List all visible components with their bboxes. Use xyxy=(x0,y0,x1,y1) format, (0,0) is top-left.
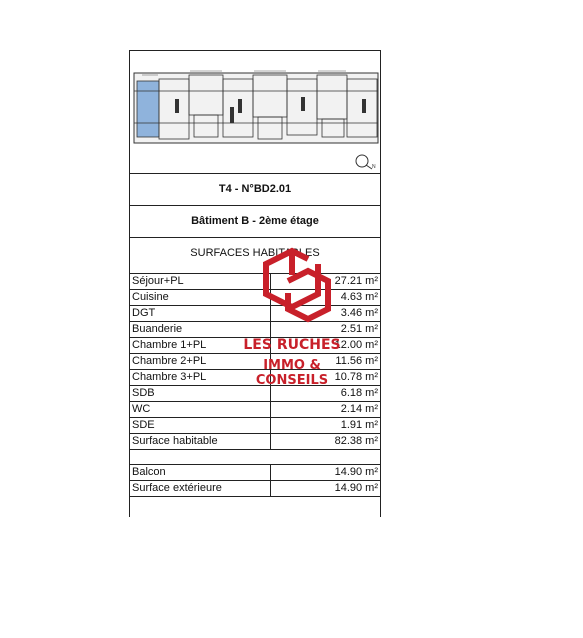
row-label: WC xyxy=(130,402,271,418)
exterior-total-value: 14.90 m² xyxy=(271,481,381,497)
table-row xyxy=(130,322,380,338)
total-row xyxy=(130,434,380,450)
exterior-total-row xyxy=(130,481,380,497)
floor-plan xyxy=(130,51,380,174)
exterior-value: 14.90 m² xyxy=(271,465,381,481)
table-row xyxy=(130,306,380,322)
row-value: 10.78 m² xyxy=(271,370,381,386)
table-row xyxy=(130,290,380,306)
table-row xyxy=(130,338,380,354)
row-value: 6.18 m² xyxy=(271,386,381,402)
table-row xyxy=(130,402,380,418)
table-row xyxy=(130,386,380,402)
table-row xyxy=(130,354,380,370)
row-value: 2.14 m² xyxy=(271,402,381,418)
row-value: 11.56 m² xyxy=(271,354,381,370)
building-floor: Bâtiment B - 2ème étage xyxy=(130,205,380,238)
row-value: 2.51 m² xyxy=(271,322,381,338)
north-arrow-icon xyxy=(356,155,376,170)
row-label: Buanderie xyxy=(130,322,271,338)
highlighted-unit xyxy=(137,81,159,137)
row-label: SDE xyxy=(130,418,271,434)
table-row xyxy=(130,418,380,434)
spacer-row xyxy=(130,450,380,465)
row-value: 1.91 m² xyxy=(271,418,381,434)
row-label: DGT xyxy=(130,306,271,322)
row-label: Chambre 2+PL xyxy=(130,354,271,370)
section-heading: SURFACES HABITABLES xyxy=(190,247,320,259)
watermark-line2: IMMO & CONSEILS xyxy=(255,358,329,388)
unit-title: T4 - N°BD2.01 xyxy=(130,173,380,206)
row-label: Cuisine xyxy=(130,290,271,306)
table-row xyxy=(130,370,380,386)
exterior-total-label: Surface extérieure xyxy=(130,481,271,497)
exterior-row xyxy=(130,465,380,481)
row-value: 4.63 m² xyxy=(271,290,381,306)
row-value: 27.21 m² xyxy=(271,274,381,290)
svg-text:N: N xyxy=(372,164,376,170)
surface-table xyxy=(130,273,380,497)
row-label: Chambre 3+PL xyxy=(130,370,271,386)
total-label: Surface habitable xyxy=(130,434,271,450)
row-label: Chambre 1+PL xyxy=(130,338,271,354)
row-label: Séjour+PL xyxy=(130,274,271,290)
table-row xyxy=(130,274,380,290)
row-value: 12.00 m² xyxy=(271,338,381,354)
surface-sheet xyxy=(129,50,381,517)
floor-plan-drawing xyxy=(130,51,380,173)
exterior-label: Balcon xyxy=(130,465,271,481)
row-value: 3.46 m² xyxy=(271,306,381,322)
watermark-line1: LES RUCHES xyxy=(243,337,341,353)
total-value: 82.38 m² xyxy=(271,434,381,450)
row-label: SDB xyxy=(130,386,271,402)
